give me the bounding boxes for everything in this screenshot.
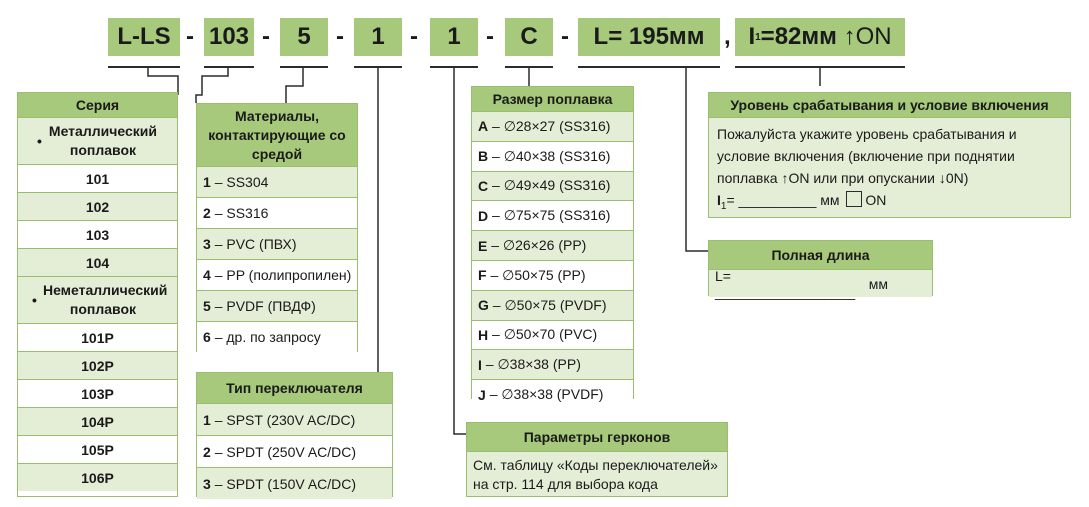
down-arrow-icon: ↓ — [938, 170, 946, 186]
level-line-part: поплавка — [717, 170, 782, 186]
code-level-state: ON — [855, 23, 892, 50]
up-arrow-icon: ↑ — [781, 170, 789, 186]
code-part-series: L-LS — [108, 18, 180, 56]
float-item — [472, 111, 633, 141]
series-item: 104 — [18, 248, 177, 276]
material-code: 1 — [203, 174, 211, 190]
series-panel — [17, 92, 178, 497]
series-metal-group-label: • Металлический поплавок — [48, 123, 157, 158]
connector-reed — [454, 67, 466, 434]
float-label: – ∅50×75 (PP) — [490, 266, 586, 283]
float-code: A — [478, 118, 489, 135]
code-level-value: =82мм — [760, 23, 837, 50]
series-header: Серия — [18, 93, 177, 117]
code-part-model: 103 — [204, 18, 254, 56]
reed-params-line: на стр. 114 для выбора кода — [473, 476, 658, 492]
material-label: – PVDF (ПВДФ) — [214, 298, 316, 314]
switch-item — [197, 403, 392, 435]
level-field-prefix: I — [717, 192, 721, 208]
code-level-subscript: 1 — [755, 31, 761, 43]
level-field-input[interactable]: = __________ — [726, 192, 817, 208]
float-label: – ∅38×38 (PP) — [485, 356, 581, 373]
float-code: J — [478, 386, 486, 403]
material-label: – SS316 — [214, 205, 269, 221]
reed-params-header: Параметры герконов — [467, 423, 727, 451]
material-code: 5 — [203, 298, 211, 314]
code-part-material: 5 — [280, 18, 328, 56]
code-underline — [430, 66, 478, 68]
material-code: 3 — [203, 236, 211, 252]
level-body — [709, 117, 1070, 223]
series-item: 105P — [18, 435, 177, 463]
float-label: – ∅50×70 (PVC) — [492, 326, 598, 343]
code-separator: - — [561, 23, 569, 50]
code-underline — [204, 66, 254, 68]
code-part-length: L= 195мм — [578, 18, 720, 56]
float-item — [472, 379, 633, 409]
code-separator: - — [262, 23, 270, 50]
switch-code: 2 — [203, 443, 211, 460]
code-separator: - — [486, 23, 494, 50]
level-field-row — [717, 189, 1062, 218]
switch-code: 3 — [203, 475, 211, 492]
reed-params-panel — [466, 422, 728, 497]
float-item — [472, 320, 633, 350]
float-label: – ∅75×75 (SS316) — [492, 207, 611, 224]
code-underline — [735, 66, 905, 68]
material-label: – PVC (ПВХ) — [214, 236, 297, 252]
switch-label: – SPDT (250V AC/DC) — [214, 443, 357, 460]
switch-item — [197, 467, 392, 499]
float-size-panel — [471, 86, 634, 403]
code-underline — [578, 66, 720, 68]
code-separator: - — [186, 23, 194, 50]
switch-label: – SPST (230V AC/DC) — [214, 411, 356, 428]
material-code: 2 — [203, 205, 211, 221]
series-item: 103P — [18, 379, 177, 407]
float-code: I — [478, 356, 482, 373]
material-item — [197, 228, 357, 259]
level-field-unit: мм — [816, 192, 840, 208]
float-label: – ∅38×38 (PVDF) — [489, 386, 604, 403]
level-field-on: ON — [865, 192, 887, 208]
level-line-part: ON или при опускании — [788, 170, 939, 186]
code-comma: , — [724, 23, 731, 50]
code-level-prefix: I — [748, 23, 756, 50]
level-line-part: 0N) — [945, 170, 969, 186]
float-label: – ∅50×75 (PVDF) — [492, 296, 607, 313]
level-field-subscript: 1 — [720, 200, 727, 212]
float-label: – ∅40×38 (SS316) — [492, 147, 611, 164]
float-code: B — [478, 148, 489, 165]
switch-item — [197, 435, 392, 467]
float-item — [472, 200, 633, 230]
float-size-header: Размер поплавка — [472, 87, 633, 111]
float-label: – ∅26×26 (PP) — [491, 237, 587, 254]
reed-params-body — [467, 451, 727, 498]
float-code: F — [478, 267, 487, 284]
series-nonmetal-group-label: • Неметаллический поплавок — [42, 282, 168, 317]
series-item: 102P — [18, 351, 177, 379]
code-underline — [354, 66, 402, 68]
length-header: Полная длина — [709, 241, 932, 269]
length-field-row — [709, 267, 932, 300]
length-panel — [708, 240, 933, 300]
code-separator: - — [410, 23, 418, 50]
length-field-input[interactable]: L= __________________ — [715, 267, 856, 300]
code-part-switch: 1 — [354, 18, 402, 56]
material-code: 4 — [203, 267, 211, 283]
switch-type-panel — [196, 372, 393, 497]
float-item — [472, 260, 633, 290]
float-item — [472, 171, 633, 201]
float-item — [472, 349, 633, 379]
connector-length — [686, 67, 708, 251]
series-item: 101 — [18, 164, 177, 192]
material-item — [197, 166, 357, 197]
series-item: 101P — [18, 323, 177, 351]
material-item — [197, 290, 357, 321]
on-checkbox[interactable] — [846, 191, 862, 207]
up-arrow-icon: ↑ — [843, 23, 856, 50]
series-item: 103 — [18, 220, 177, 248]
materials-panel — [196, 103, 358, 352]
connector-model — [196, 67, 228, 103]
reed-params-line: См. таблицу «Коды переключателей» — [473, 457, 718, 473]
material-item — [197, 197, 357, 228]
material-code: 6 — [203, 329, 211, 345]
float-label: – ∅49×49 (SS316) — [492, 177, 611, 194]
material-label: – др. по запросу — [214, 329, 321, 345]
float-code: C — [478, 177, 489, 194]
material-label: – SS304 — [214, 174, 269, 190]
series-item: 102 — [18, 192, 177, 220]
code-underline — [280, 66, 328, 68]
series-nonmetal-group — [18, 276, 177, 323]
float-code: E — [478, 237, 488, 254]
length-field-unit: мм — [868, 275, 888, 292]
code-part-reed: 1 — [430, 18, 478, 56]
float-label: – ∅28×27 (SS316) — [492, 117, 611, 134]
float-code: H — [478, 326, 489, 343]
float-code: G — [478, 297, 489, 314]
material-item — [197, 321, 357, 352]
level-header: Уровень срабатывания и условие включения — [709, 93, 1070, 117]
switch-label: – SPDT (150V AC/DC) — [214, 475, 357, 492]
series-item: 106P — [18, 463, 177, 491]
code-part-level — [735, 18, 905, 56]
code-separator: - — [336, 23, 344, 50]
code-underline — [108, 66, 180, 68]
float-item — [472, 230, 633, 260]
code-underline — [505, 66, 553, 68]
level-line: условие включения (включение при поднятии — [717, 148, 1015, 164]
connector-material — [286, 67, 303, 103]
material-label: – PP (полипропилен) — [214, 267, 352, 283]
float-code: D — [478, 207, 489, 224]
level-line — [717, 167, 1062, 189]
connector-series — [148, 67, 178, 95]
float-item — [472, 290, 633, 320]
switch-code: 1 — [203, 411, 211, 428]
series-item: 104P — [18, 407, 177, 435]
level-line: Пожалуйста укажите уровень срабатывания и — [717, 126, 1017, 142]
level-panel — [708, 92, 1071, 218]
code-part-float: C — [505, 18, 553, 56]
materials-header: Материалы, контактирующие со средой — [197, 104, 357, 166]
switch-type-header: Тип переключателя — [197, 373, 392, 403]
material-item — [197, 259, 357, 290]
float-item — [472, 141, 633, 171]
series-metal-group — [18, 117, 177, 164]
